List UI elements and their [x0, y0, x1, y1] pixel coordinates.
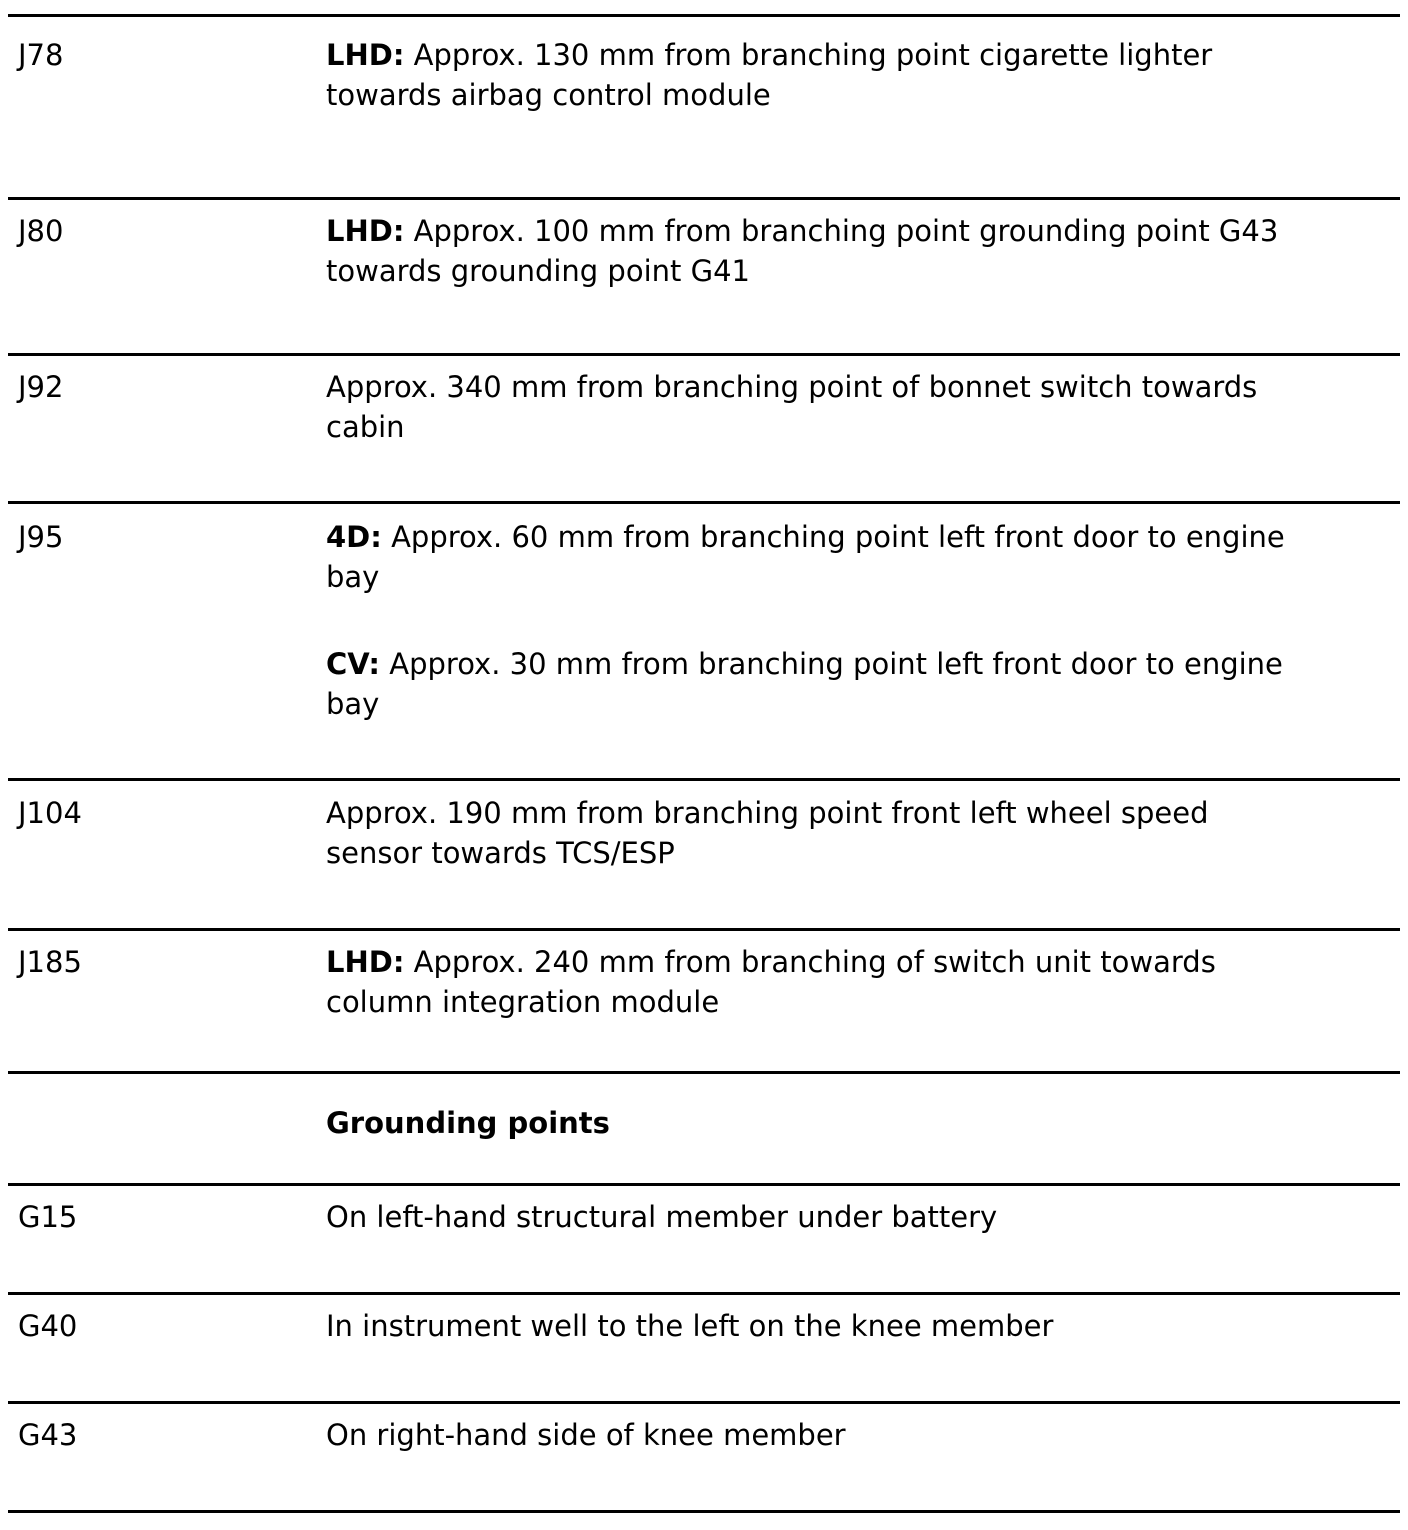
location-description	[326, 367, 1286, 447]
description-text: Approx. 340 mm from branching point of bonnet switch towards cabin	[326, 370, 1258, 444]
table-rule	[8, 14, 1400, 17]
table-rule	[8, 928, 1400, 931]
connector-code: J104	[18, 796, 82, 830]
description-paragraph	[326, 35, 1286, 115]
table-rule	[8, 1183, 1400, 1186]
table-rule	[8, 353, 1400, 356]
grounding-point-code: G43	[18, 1418, 78, 1452]
table-rule	[8, 1401, 1400, 1404]
connector-code: J95	[18, 520, 64, 554]
connector-code: J92	[18, 370, 64, 404]
variant-label: LHD:	[326, 214, 405, 248]
variant-label: CV:	[326, 647, 381, 681]
description-text: Approx. 30 mm from branching point left front door to engine bay	[326, 647, 1283, 721]
table-rule	[8, 1071, 1400, 1074]
description-text: Approx. 100 mm from branching point grounding point G43 towards grounding point G41	[326, 214, 1279, 288]
description-paragraph	[326, 367, 1286, 447]
connector-code: J80	[18, 214, 64, 248]
variant-label: LHD:	[326, 38, 405, 72]
variant-label: 4D:	[326, 520, 382, 554]
location-description	[326, 211, 1286, 291]
description-paragraph	[326, 942, 1286, 1022]
location-description: In instrument well to the left on the knee member	[326, 1309, 1054, 1343]
location-description	[326, 517, 1286, 724]
location-description: On right-hand side of knee member	[326, 1418, 846, 1452]
grounding-point-code: G40	[18, 1309, 78, 1343]
table-rule	[8, 197, 1400, 200]
description-text: Approx. 130 mm from branching point cigarette lighter towards airbag control module	[326, 38, 1213, 112]
section-heading: Grounding points	[326, 1106, 610, 1140]
description-text: Approx. 60 mm from branching point left front door to engine bay	[326, 520, 1285, 594]
table-rule	[8, 1510, 1400, 1513]
description-text: Approx. 190 mm from branching point front left wheel speed sensor towards TCS/ESP	[326, 796, 1209, 870]
location-description	[326, 942, 1286, 1022]
location-description	[326, 793, 1286, 873]
table-rule	[8, 778, 1400, 781]
location-description	[326, 35, 1286, 115]
description-paragraph	[326, 211, 1286, 291]
description-paragraph	[326, 644, 1286, 724]
description-text: Approx. 240 mm from branching of switch unit towards column integration module	[326, 945, 1216, 1019]
description-paragraph	[326, 793, 1286, 873]
location-description: On left-hand structural member under battery	[326, 1200, 998, 1234]
description-paragraph	[326, 517, 1286, 597]
table-rule	[8, 1292, 1400, 1295]
connector-code: J78	[18, 38, 64, 72]
connector-code: J185	[18, 945, 82, 979]
grounding-point-code: G15	[18, 1200, 78, 1234]
variant-label: LHD:	[326, 945, 405, 979]
table-rule	[8, 501, 1400, 504]
